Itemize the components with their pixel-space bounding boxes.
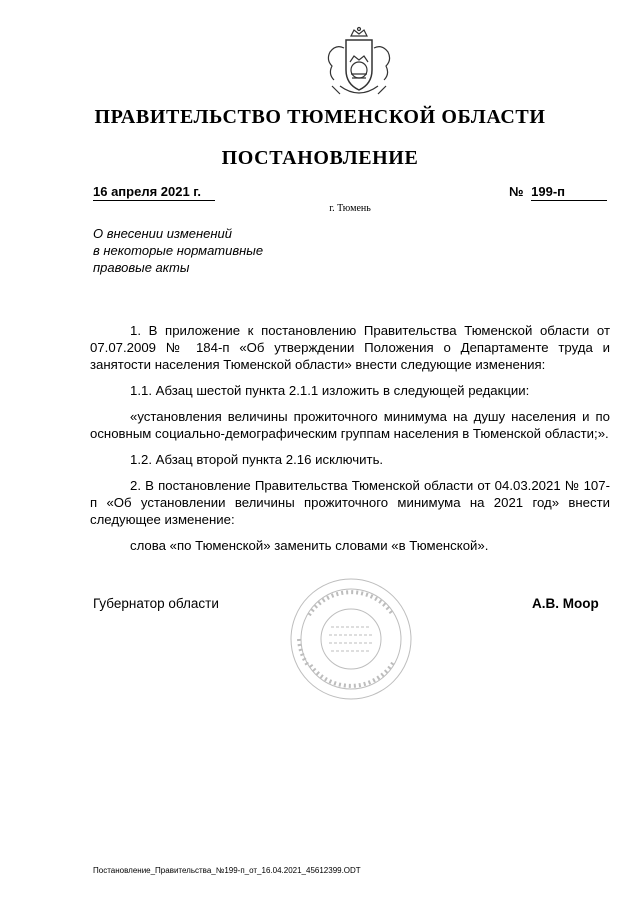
paragraph: «установления величины прожиточного минимума на душу населения и по основным социально-демографическим группам населения в Тюменской области;». [90,409,610,441]
signer-position: Губернатор области [93,596,219,611]
subject-line: правовые акты [93,260,190,275]
number-sign: № [509,184,524,199]
paragraph: 1.1. Абзац шестой пункта 2.1.1 изложить в следующей редакции: [130,383,530,398]
document-body [90,322,610,563]
document-number [509,184,607,201]
city: г. Тюмень [329,203,371,214]
paragraph: 1.2. Абзац второй пункта 2.16 исключить. [130,452,384,467]
document-date: 16 апреля 2021 г. [93,184,215,201]
footer-filename: Постановление_Правительства_№199-п_от_16.04.2021_45612399.ODT [93,866,361,875]
coat-of-arms-icon [318,26,400,108]
paragraph: 2. В постановление Правительства Тюменской области от 04.03.2021 № 107-п «Об установлении величины прожиточного минимума на 2021 год» внести следующее изменение: [90,478,610,527]
paragraph: слова «по Тюменской» заменить словами «в Тюменской». [130,538,489,553]
paragraph: 1. В приложение к постановлению Правительства Тюменской области от 07.07.2009 № 184-п «Об утверждении Положения о Департаменте труда и занятости населения Тюменской области» внести следующие изменения: [90,323,610,372]
subject-block [93,225,323,276]
subject-line: О внесении изменений [93,226,232,241]
document-type: ПОСТАНОВЛЕНИЕ [221,147,419,169]
subject-line: в некоторые нормативные [93,243,264,258]
signer-name: А.В. Моор [532,596,599,611]
official-seal-icon [287,575,415,703]
number-value: 199-п [531,184,607,201]
government-title: ПРАВИТЕЛЬСТВО ТЮМЕНСКОЙ ОБЛАСТИ [94,106,546,128]
